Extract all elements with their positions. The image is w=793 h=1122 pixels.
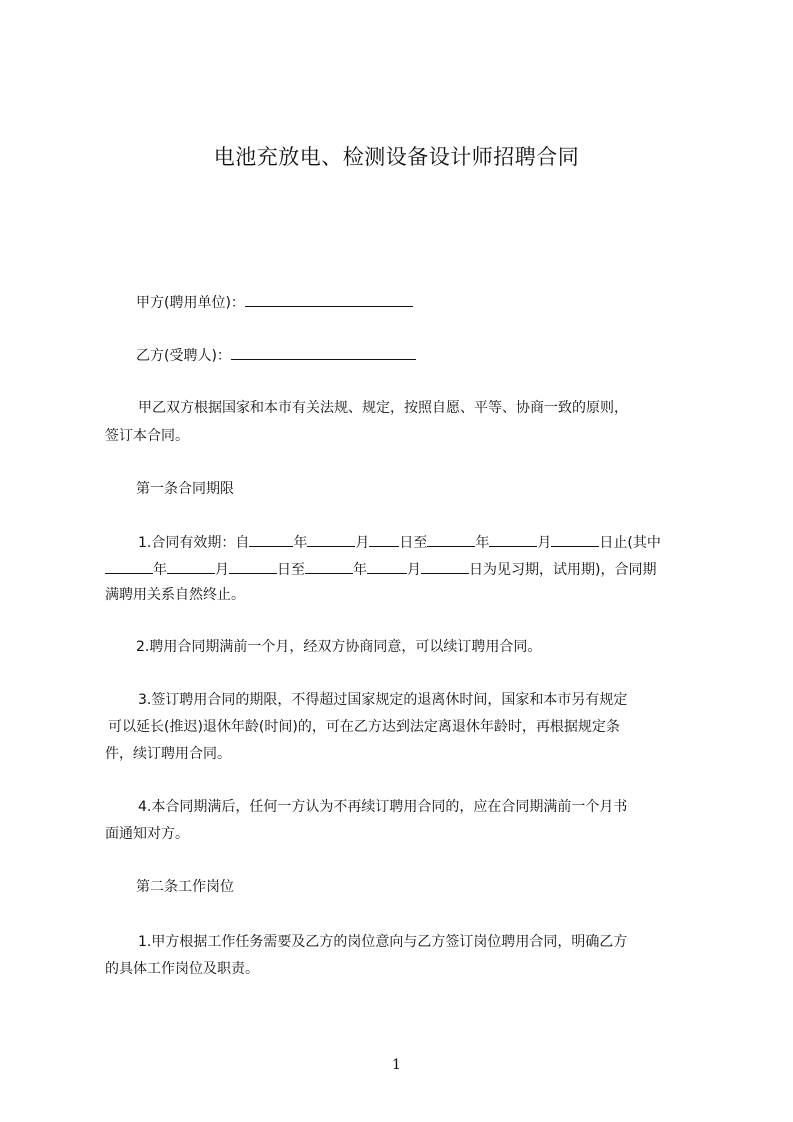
article-2-heading: 第二条工作岗位 — [136, 879, 234, 895]
end-day-blank — [551, 531, 599, 547]
item-1-text-4: 日至 — [399, 535, 428, 551]
intro-line-1: 甲乙双方根据国家和本市有关法规、规定，按照自愿、平等、协商一致的原则， — [138, 400, 628, 416]
article-1-item-4-line-2: 面通知对方。 — [105, 826, 189, 842]
item-1-text-5: 年 — [475, 535, 490, 551]
article-1-heading: 第一条合同期限 — [136, 481, 234, 497]
article-1-item-3-line-2: 可以延长(推迟)退休年龄(时间)的，可在乙方达到法定离退休年龄时，再根据规定条 — [108, 719, 620, 735]
party-a-line — [136, 291, 413, 313]
probation-start-month-blank — [167, 558, 215, 574]
item-1-text-7: 日止(其中 — [599, 535, 661, 551]
item-1-text-9: 月 — [215, 562, 229, 578]
page-number: 1 — [392, 1057, 401, 1073]
article-1-item-1-line-3: 满聘用关系自然终止。 — [105, 587, 245, 603]
probation-end-day-blank — [421, 558, 469, 574]
item-1-text-11: 年 — [353, 562, 367, 578]
article-2-item-1-line-2: 的具体工作岗位及职责。 — [105, 961, 259, 977]
item-1-text-6: 月 — [537, 535, 552, 551]
party-a-blank — [245, 291, 413, 307]
start-day-blank — [369, 531, 399, 547]
item-1-text-3: 月 — [355, 535, 370, 551]
party-b-line — [136, 344, 416, 366]
item-1-text-12: 月 — [407, 562, 421, 578]
party-b-label: 乙方(受聘人)： — [136, 348, 231, 364]
item-1-text-13: 日为见习期，试用期)，合同期 — [469, 562, 657, 578]
article-1-item-3-line-3: 件，续订聘用合同。 — [105, 746, 231, 762]
article-1-item-4-line-1: 4.本合同期满后，任何一方认为不再续订聘用合同的，应在合同期满前一个月书 — [138, 799, 628, 815]
item-1-text-10: 日至 — [277, 562, 305, 578]
article-1-item-2: 2.聘用合同期满前一个月，经双方协商同意，可以续订聘用合同。 — [136, 639, 542, 655]
intro-line-2: 签订本合同。 — [105, 428, 189, 444]
start-month-blank — [307, 531, 355, 547]
article-1-item-1-line-2 — [105, 558, 656, 580]
article-1-item-1-line-1 — [138, 531, 661, 553]
end-month-blank — [489, 531, 537, 547]
document-title: 电池充放电、检测设备设计师招聘合同 — [213, 145, 580, 169]
probation-end-year-blank — [305, 558, 353, 574]
end-year-blank — [427, 531, 475, 547]
party-a-label: 甲方(聘用单位)： — [136, 295, 245, 311]
article-1-item-3-line-1: 3.签订聘用合同的期限，不得超过国家规定的退离休时间，国家和本市另有规定 — [138, 692, 628, 708]
probation-end-month-blank — [367, 558, 407, 574]
party-b-blank — [231, 344, 416, 360]
probation-start-year-blank — [105, 558, 153, 574]
item-1-text-8: 年 — [153, 562, 167, 578]
article-2-item-1-line-1: 1.甲方根据工作任务需要及乙方的岗位意向与乙方签订岗位聘用合同，明确乙方 — [138, 934, 628, 950]
item-1-text-1: 1.合同有效期：自 — [138, 535, 250, 551]
item-1-text-2: 年 — [293, 535, 308, 551]
probation-start-day-blank — [229, 558, 277, 574]
start-year-blank — [249, 531, 293, 547]
